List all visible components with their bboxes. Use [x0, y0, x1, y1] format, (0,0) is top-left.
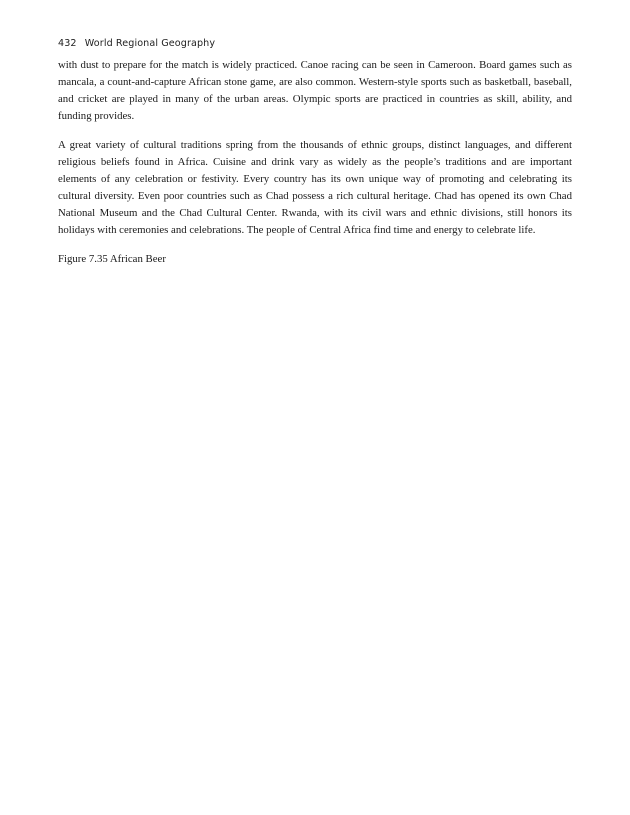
paragraph-sports: with dust to prepare for the match is widely practiced. Canoe racing can be seen in Cameroon. Board games such as mancala, a count-and-capture African stone game, are also common. Western-style sports such as basketball, baseball, and cricket are played in many of the urban areas. Olympic sports are practiced in countries as skill, ability, and funding provides.	[58, 59, 572, 122]
paragraph-cultural-traditions: A great variety of cultural traditions spring from the thousands of ethnic groups, distinct languages, and different religious beliefs found in Africa. Cuisine and drink vary as widely as the people’s traditions and are important elements of any celebration or festivity. Every country has its own unique way of promoting and celebrating its cultural diversity. Even poor countries such as Chad possess a rich cultural heritage. Chad has opened its own Chad National Museum and the Chad Cultural Center. Rwanda, with its civil wars and ethnic divisions, still honors its holidays with ceremonies and celebrations. The people of Central Africa find time and energy to celebrate life.	[58, 139, 572, 236]
page-header	[58, 38, 215, 49]
page-number: 432	[58, 38, 77, 49]
figure-caption: Figure 7.35 African Beer	[58, 253, 166, 265]
book-title: World Regional Geography	[84, 38, 216, 49]
body-text	[58, 57, 572, 280]
